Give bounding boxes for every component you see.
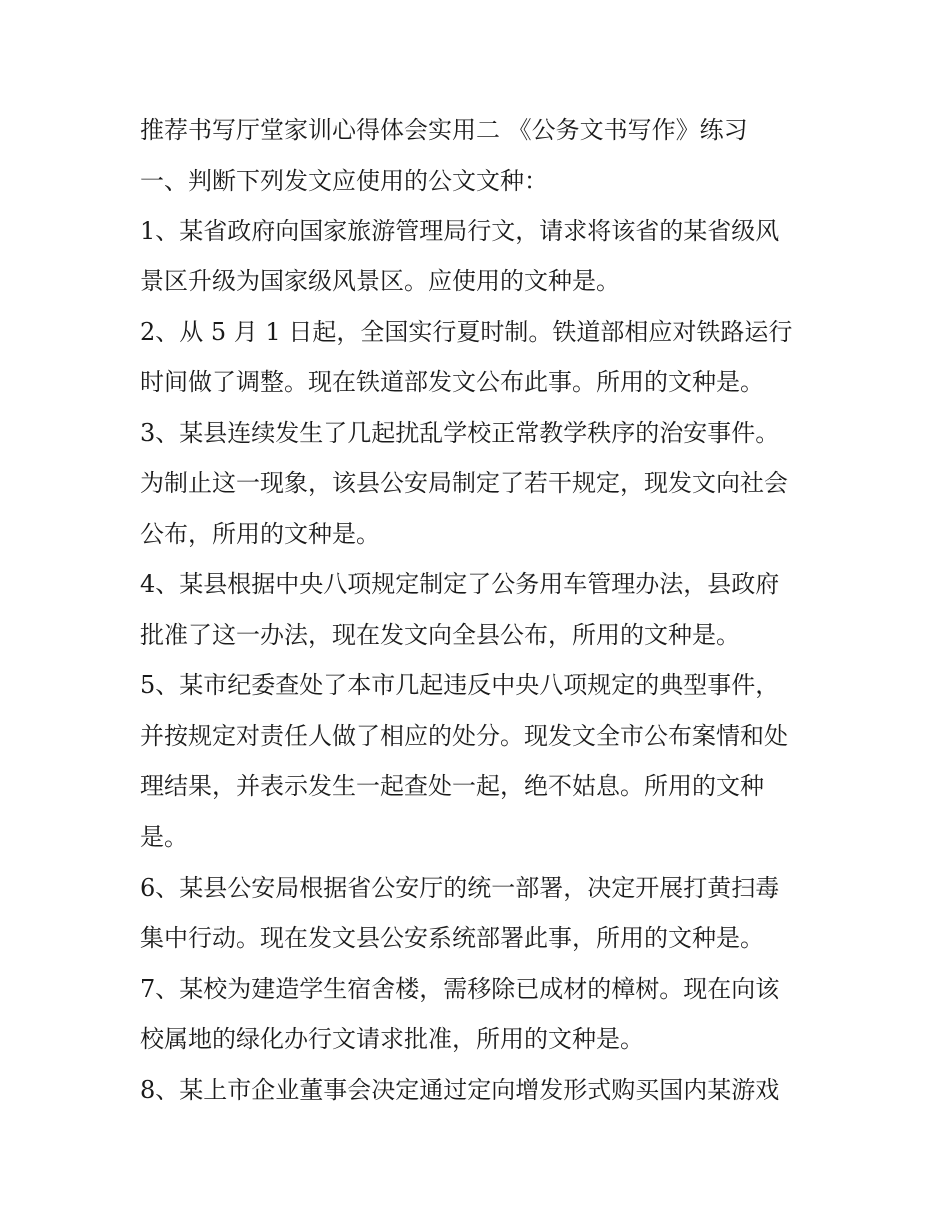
text-line: 批准了这一办法，现在发文向全县公布，所用的文种是。 <box>140 621 740 649</box>
section-heading: 一、判断下列发文应使用的公文文种： <box>140 167 548 195</box>
text-line: 4、某县根据中央八项规定制定了公务用车管理办法，县政府 <box>140 570 780 598</box>
text-line: 集中行动。现在发文县公安系统部署此事，所用的文种是。 <box>140 924 764 952</box>
document-title: 推荐书写厅堂家训心得体会实用二 《公务文书写作》练习 <box>140 116 748 144</box>
text-line: 景区升级为国家级风景区。应使用的文种是。 <box>140 267 620 295</box>
text-line: 5、某市纪委查处了本市几起违反中央八项规定的典型事件， <box>140 671 780 699</box>
text-line: 7、某校为建造学生宿舍楼，需移除已成材的樟树。现在向该 <box>140 975 780 1003</box>
text-line: 公布，所用的文种是。 <box>140 520 380 548</box>
text-line: 校属地的绿化办行文请求批准，所用的文种是。 <box>140 1025 644 1053</box>
text-line: 并按规定对责任人做了相应的处分。现发文全市公布案情和处 <box>140 722 788 750</box>
text-line: 8、某上市企业董事会决定通过定向增发形式购买国内某游戏 <box>140 1076 780 1104</box>
text-line: 为制止这一现象，该县公安局制定了若干规定，现发文向社会 <box>140 469 788 497</box>
text-line: 是。 <box>140 823 188 851</box>
text-line: 6、某县公安局根据省公安厅的统一部署，决定开展打黄扫毒 <box>140 874 780 902</box>
text-line: 3、某县连续发生了几起扰乱学校正常教学秩序的治安事件。 <box>140 419 780 447</box>
text-line: 时间做了调整。现在铁道部发文公布此事。所用的文种是。 <box>140 368 764 396</box>
text-line: 理结果，并表示发生一起查处一起，绝不姑息。所用的文种 <box>140 772 764 800</box>
text-line: 2、从 5 月 1 日起，全国实行夏时制。铁道部相应对铁路运行 <box>140 318 793 346</box>
text-line: 1、某省政府向国家旅游管理局行文，请求将该省的某省级风 <box>140 217 780 245</box>
